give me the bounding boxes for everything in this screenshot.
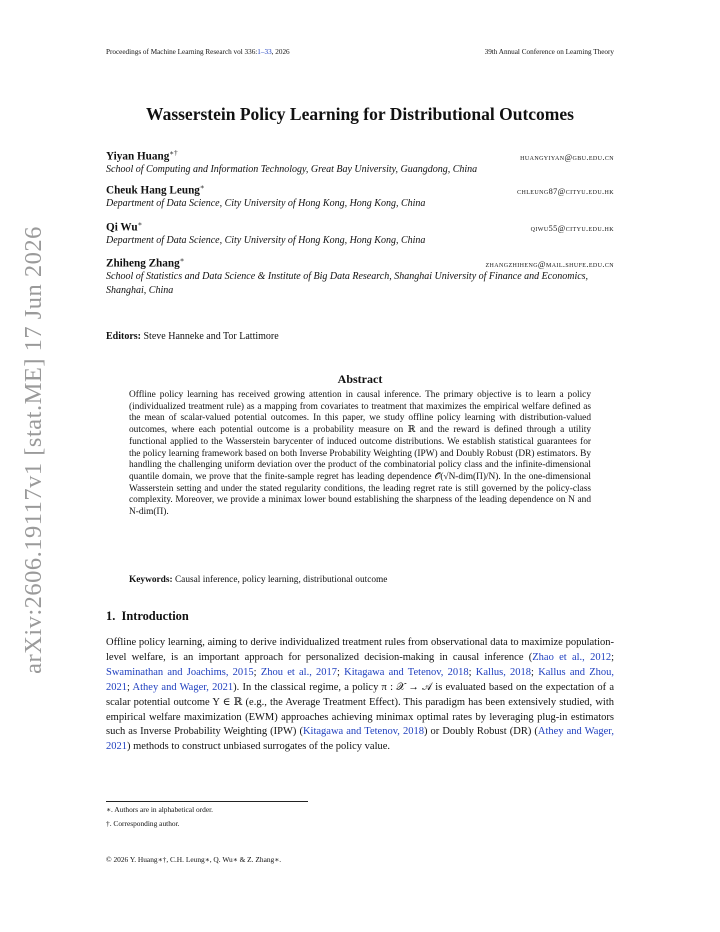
footnote: ∗. Authors are in alphabetical order. [106, 805, 214, 814]
author-block [106, 183, 614, 211]
author-name: Qi Wu∗ [106, 220, 143, 234]
pages-link[interactable]: 1–33 [257, 48, 272, 56]
citation-link[interactable]: Athey and Wager, 2021 [132, 681, 234, 693]
citation-link[interactable]: Kallus, 2018 [475, 666, 532, 678]
citation-link[interactable]: Athey and Wager, 2021 [106, 726, 614, 753]
abstract-body: Offline policy learning has received growing attention in causal inference. The primary objective is to learn a policy (individualized treatment rule) as a mapping from covariates to treatment that maximizes the empirical welfare defined as the mean of scalar-valued potential outcomes. In this paper, we study offline policy learning with distribution-valued outcomes, where each potential outcome is a probability measure on ℝ and the reward is defined through a utility functional applied to the Wasserstein barycenter of induced outcome distributions. We establish statistical guarantees for the policy learning framework based on both Inverse Probability Weighting (IPW) and Doubly Robust (DR) estimators. By handling the challenging uniform deviation over the product of the combinatorial policy class and the infinite-dimensional quantile domain, we prove that the finite-sample regret has leading dependence 𝒪̃(√N-dim(Π)/N). In the one-dimensional Wasserstein setting and under the stated regularity conditions, the leading regret rate is still governed by the policy-class complexity. Moreover, we provide a minimax lower bound establishing the sharpness of the leading dependence on N and N-dim(Π). [129, 390, 591, 518]
paper-title: Wasserstein Policy Learning for Distributional Outcomes [146, 104, 574, 124]
arxiv-sidebar [12, 226, 56, 674]
abstract-heading: Abstract [337, 372, 383, 386]
author-block [106, 149, 614, 177]
conference-name: 39th Annual Conference on Learning Theory [484, 48, 614, 56]
author-block [106, 220, 614, 248]
author-affiliation: School of Computing and Information Technology, Great Bay University, Guangdong, China [106, 163, 478, 175]
citation-link[interactable]: Zhou et al., 2017 [260, 666, 338, 678]
intro-paragraph: Offline policy learning, aiming to derive individualized treatment rules from observational data to maximize population-level welfare, is an important approach for personalized decision-making in causal inference (Zhao et al., 2012; Swaminathan and Joachims, 2015; Zhou et al., 2017; Kitagawa and Tetenov, 2018; Kallus, 2018; Kallus and Zhou, 2021; Athey and Wager, 2021). In the classical regime, a policy π : 𝒳 → 𝒜 is evaluated based on the expectation of a scalar potential outcome Y ∈ ℝ (e.g., the Average Treatment Effect). This paradigm has been extensively studied, with empirical welfare maximization (EWM) approaches achieving minimax optimal rates by leveraging plug-in estimators such as Inverse Probability Weighting (IPW) (Kitagawa and Tetenov, 2018) or Doubly Robust (DR) (Athey and Wager, 2021) methods to construct unbiased surrogates of the policy value. [106, 637, 614, 753]
footnote-rule [106, 801, 308, 802]
citation-link[interactable]: Kitagawa and Tetenov, 2018 [302, 726, 424, 738]
author-email[interactable]: zhangzhiheng@mail.shufe.edu.cn [485, 259, 614, 269]
author-email[interactable]: huangyiyan@gbu.edu.cn [520, 152, 614, 162]
keywords-line: Keywords: Causal inference, policy learning, distributional outcome [129, 575, 388, 585]
arxiv-identifier[interactable]: arXiv:2606.19117v1 [stat.ME] 17 Jun 2026 [20, 226, 47, 674]
author-affiliation: School of Statistics and Data Science & Institute of Big Data Research, Shanghai University of Finance and Economics, Shanghai, China [106, 270, 589, 296]
author-affiliation: Department of Data Science, City University of Hong Kong, Hong Kong, China [106, 197, 426, 209]
footnote: †. Corresponding author. [106, 819, 180, 828]
section-heading: 1. Introduction [106, 609, 189, 623]
editors-line: Editors: Steve Hanneke and Tor Lattimore [106, 331, 279, 342]
author-name: Yiyan Huang∗† [106, 149, 178, 163]
author-affiliation: Department of Data Science, City University of Hong Kong, Hong Kong, China [106, 234, 426, 246]
running-header [106, 48, 614, 56]
author-email[interactable]: qiwu55@cityu.edu.hk [530, 223, 614, 233]
citation-link[interactable]: Kitagawa and Tetenov, 2018 [344, 666, 469, 678]
citation-link[interactable]: Kallus and Zhou, 2021 [106, 666, 614, 693]
citation-link[interactable]: Zhao et al., 2012 [532, 651, 612, 663]
author-email[interactable]: chleung87@cityu.edu.hk [517, 186, 614, 196]
proceedings-line: Proceedings of Machine Learning Research vol 336:1–33, 2026 [106, 48, 290, 56]
author-name: Zhiheng Zhang∗ [106, 256, 185, 270]
copyright-line: © 2026 Y. Huang∗†, C.H. Leung∗, Q. Wu∗ & Z. Zhang∗. [106, 855, 282, 864]
citation-link[interactable]: Swaminathan and Joachims, 2015 [106, 666, 254, 678]
regret-rate: 𝒪̃(√N-dim(Π)/N) [434, 471, 499, 482]
author-name: Cheuk Hang Leung∗ [106, 183, 205, 197]
author-block [106, 256, 614, 298]
